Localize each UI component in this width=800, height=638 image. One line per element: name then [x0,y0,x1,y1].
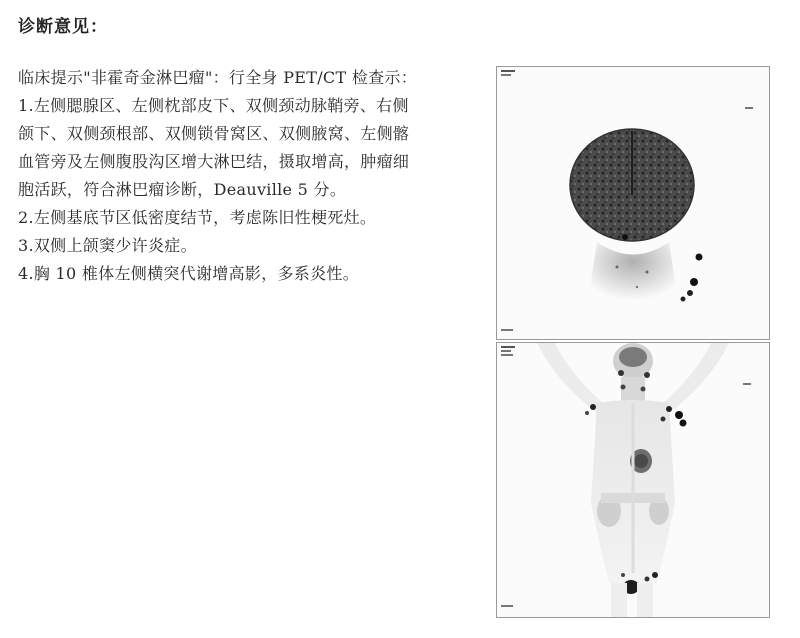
diagnosis-heading: 诊断意见： [18,17,108,37]
finding-line-1b: 颌下、双侧颈根部、双侧锁骨窝区、双侧腋窝、左侧髂 [18,124,410,143]
pet-head-scan-image [496,66,770,340]
finding-line-1d: 胞活跃，符合淋巴瘤诊断，Deauville 5 分。 [18,180,347,199]
finding-line-3: 3.双侧上颌窦少许炎症。 [18,236,197,255]
finding-line-4: 4.胸 10 椎体左侧横突代谢增高影，多系炎性。 [18,264,359,283]
finding-line-1a: 1.左侧腮腺区、左侧枕部皮下、双侧颈动脉鞘旁、右侧 [18,96,409,115]
diagnosis-findings [18,64,488,288]
pet-whole-body-mip-image [496,342,770,618]
finding-line-2: 2.左侧基底节区低密度结节，考虑陈旧性梗死灶。 [18,208,377,227]
finding-line-1c: 血管旁及左侧腹股沟区增大淋巴结，摄取增高，肿瘤细 [18,152,410,171]
finding-line-intro: 临床提示"非霍奇金淋巴瘤"：行全身 PET/CT 检查示： [18,68,418,87]
